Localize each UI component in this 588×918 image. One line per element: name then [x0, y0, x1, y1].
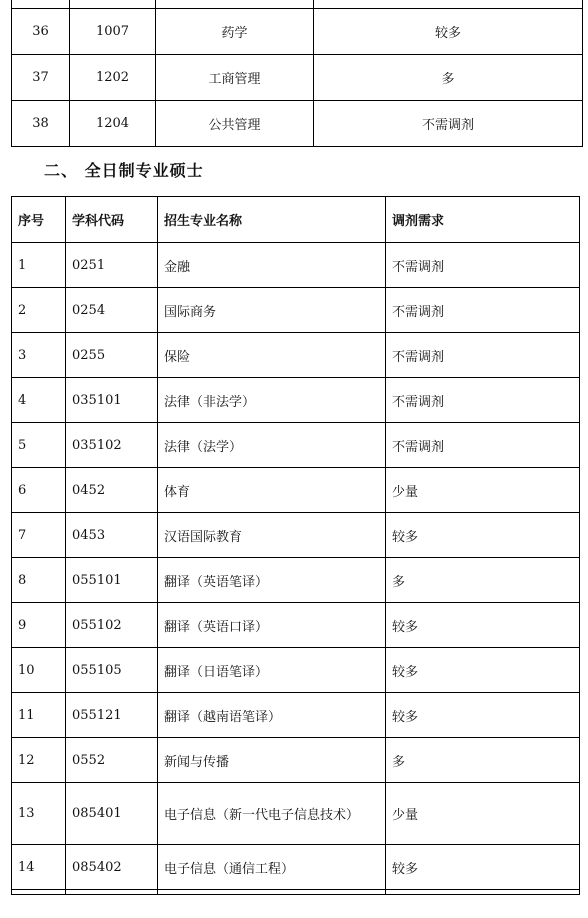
- major-name: 翻译（英语口译）: [158, 603, 386, 648]
- major-name: 电子信息（新一代电子信息技术）: [158, 783, 386, 845]
- subject-code: 055105: [66, 648, 158, 693]
- adjust-demand: 不需调剂: [386, 378, 580, 423]
- header-code: 学科代码: [66, 197, 158, 243]
- adjust-demand: 较多: [386, 648, 580, 693]
- adjust-demand: 较多: [386, 513, 580, 558]
- adjust-demand: 少量: [386, 468, 580, 513]
- subject-code: 035102: [66, 423, 158, 468]
- subject-code: 0255: [66, 333, 158, 378]
- header-number: 序号: [12, 197, 66, 243]
- header-demand: 调剂需求: [386, 197, 580, 243]
- row-number: 11: [12, 693, 66, 738]
- table-row-cut: [12, 0, 583, 9]
- table-row: [12, 9, 583, 55]
- major-name: 汉语国际教育: [158, 513, 386, 558]
- subject-code: 055101: [66, 558, 158, 603]
- row-number: 9: [12, 603, 66, 648]
- table-row: [12, 845, 580, 890]
- major-name: 翻译（越南语笔译）: [158, 693, 386, 738]
- adjust-demand: 少量: [386, 783, 580, 845]
- major-name: 电子信息（通信工程）: [158, 845, 386, 890]
- adjust-demand: 多: [386, 738, 580, 783]
- major-name: 金融: [158, 243, 386, 288]
- table-row: [12, 333, 580, 378]
- table-header-row: [12, 197, 580, 243]
- major-name: 法律（法学）: [158, 423, 386, 468]
- professional-master-table: [11, 196, 580, 895]
- header-name: 招生专业名称: [158, 197, 386, 243]
- subject-code: 035101: [66, 378, 158, 423]
- major-name: 翻译（日语笔译）: [158, 648, 386, 693]
- table-row: [12, 783, 580, 845]
- table-row: [12, 55, 583, 101]
- table-row: [12, 558, 580, 603]
- adjust-demand: 不需调剂: [386, 243, 580, 288]
- subject-code: 0453: [66, 513, 158, 558]
- major-name: 药学: [156, 9, 314, 55]
- table-row: [12, 738, 580, 783]
- table-row-cut: [12, 890, 580, 895]
- major-name: 新闻与传播: [158, 738, 386, 783]
- major-name: 国际商务: [158, 288, 386, 333]
- row-number: 10: [12, 648, 66, 693]
- row-number: 6: [12, 468, 66, 513]
- adjust-demand: 不需调剂: [386, 423, 580, 468]
- adjust-demand: 较多: [386, 693, 580, 738]
- adjust-demand: 不需调剂: [314, 101, 583, 147]
- row-number: 7: [12, 513, 66, 558]
- row-number: 8: [12, 558, 66, 603]
- table-row: [12, 423, 580, 468]
- table-row: [12, 693, 580, 738]
- major-name: 翻译（英语笔译）: [158, 558, 386, 603]
- subject-code: 1204: [70, 101, 156, 147]
- adjust-demand: 多: [314, 55, 583, 101]
- table-row: [12, 648, 580, 693]
- row-number: 4: [12, 378, 66, 423]
- table-row: [12, 288, 580, 333]
- major-name: 法律（非法学）: [158, 378, 386, 423]
- row-number: 12: [12, 738, 66, 783]
- table-row: [12, 513, 580, 558]
- row-number: 14: [12, 845, 66, 890]
- section-title: 二、 全日制专业硕士: [44, 161, 204, 180]
- row-number: 37: [12, 55, 70, 101]
- adjust-demand: 多: [386, 558, 580, 603]
- subject-code: 0552: [66, 738, 158, 783]
- table-row: [12, 101, 583, 147]
- subject-code: 055102: [66, 603, 158, 648]
- subject-code: 085402: [66, 845, 158, 890]
- adjust-demand: 较多: [386, 845, 580, 890]
- adjust-demand: 较多: [314, 9, 583, 55]
- table-row: [12, 378, 580, 423]
- subject-code: 0254: [66, 288, 158, 333]
- major-name: 工商管理: [156, 55, 314, 101]
- row-number: 36: [12, 9, 70, 55]
- row-number: 2: [12, 288, 66, 333]
- subject-code: 085401: [66, 783, 158, 845]
- table-row: [12, 468, 580, 513]
- table-row: [12, 603, 580, 648]
- row-number: 5: [12, 423, 66, 468]
- row-number: 3: [12, 333, 66, 378]
- subject-code: 1202: [70, 55, 156, 101]
- major-name: 体育: [158, 468, 386, 513]
- top-table-continuation: [11, 0, 583, 147]
- major-name: 保险: [158, 333, 386, 378]
- adjust-demand: 不需调剂: [386, 333, 580, 378]
- table-row: [12, 243, 580, 288]
- row-number: 1: [12, 243, 66, 288]
- row-number: 38: [12, 101, 70, 147]
- subject-code: 0251: [66, 243, 158, 288]
- subject-code: 1007: [70, 9, 156, 55]
- subject-code: 0452: [66, 468, 158, 513]
- adjust-demand: 不需调剂: [386, 288, 580, 333]
- adjust-demand: 较多: [386, 603, 580, 648]
- row-number: 13: [12, 783, 66, 845]
- subject-code: 055121: [66, 693, 158, 738]
- major-name: 公共管理: [156, 101, 314, 147]
